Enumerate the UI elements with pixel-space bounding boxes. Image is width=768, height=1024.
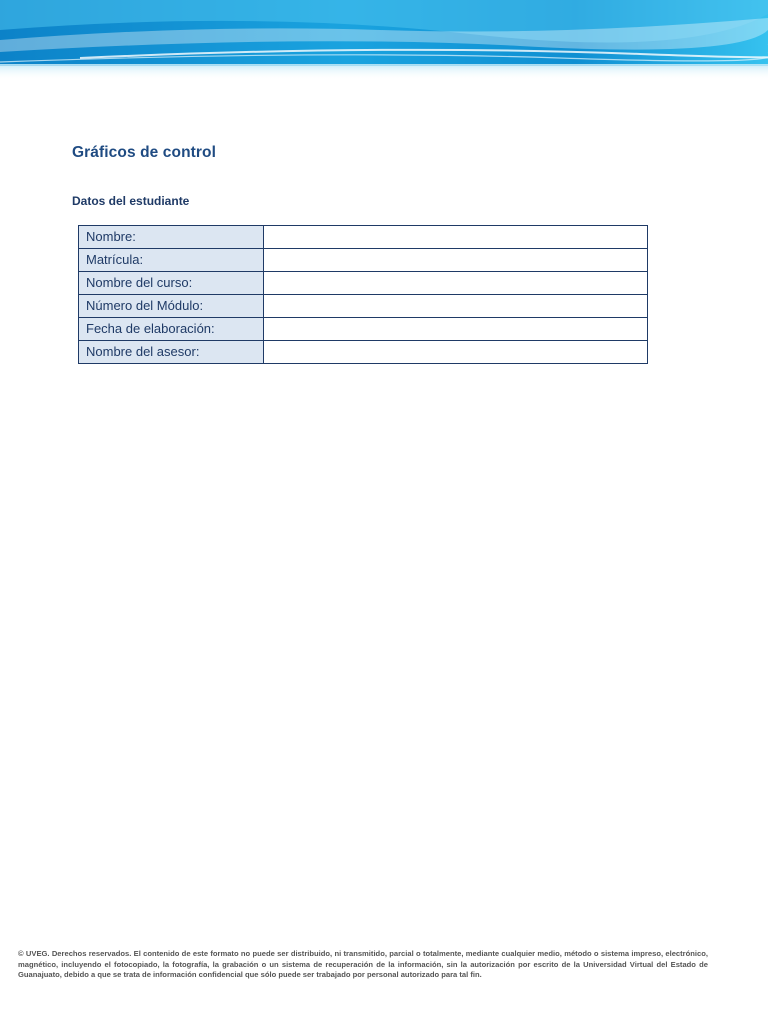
row-label-nombre-asesor: Nombre del asesor: — [79, 341, 264, 364]
section-title-student-data: Datos del estudiante — [72, 194, 190, 208]
document-title: Gráficos de control — [72, 144, 217, 161]
header-wave-graphic — [0, 0, 768, 80]
table-row — [79, 341, 648, 364]
student-data-table — [78, 225, 648, 364]
row-label-fecha-elaboracion: Fecha de elaboración: — [79, 318, 264, 341]
row-value-nombre-asesor[interactable] — [264, 341, 648, 364]
copyright-footer: © UVEG. Derechos reservados. El contenido de este formato no puede ser distribuido, ni transmitido, parcial o totalmente, mediante cualquier medio, método o sistema impreso, electrónico, magnético, incluyendo el fotocopiado, la fotografía, la grabación o un sistema de recuperación de la información, sin la autorización por escrito de la Universidad Virtual del Estado de Guanajuato, debido a que se trata de información confidencial que sólo puede ser trabajado por personal autorizado para tal fin. — [18, 949, 708, 980]
table-row — [79, 295, 648, 318]
row-value-nombre[interactable] — [264, 226, 648, 249]
row-label-nombre: Nombre: — [79, 226, 264, 249]
table-row — [79, 226, 648, 249]
row-value-matricula[interactable] — [264, 249, 648, 272]
table-row — [79, 249, 648, 272]
table-row — [79, 272, 648, 295]
row-label-numero-modulo: Número del Módulo: — [79, 295, 264, 318]
row-value-nombre-curso[interactable] — [264, 272, 648, 295]
row-value-numero-modulo[interactable] — [264, 295, 648, 318]
row-value-fecha-elaboracion[interactable] — [264, 318, 648, 341]
header-banner — [0, 0, 768, 80]
row-label-nombre-curso: Nombre del curso: — [79, 272, 264, 295]
row-label-matricula: Matrícula: — [79, 249, 264, 272]
table-row — [79, 318, 648, 341]
